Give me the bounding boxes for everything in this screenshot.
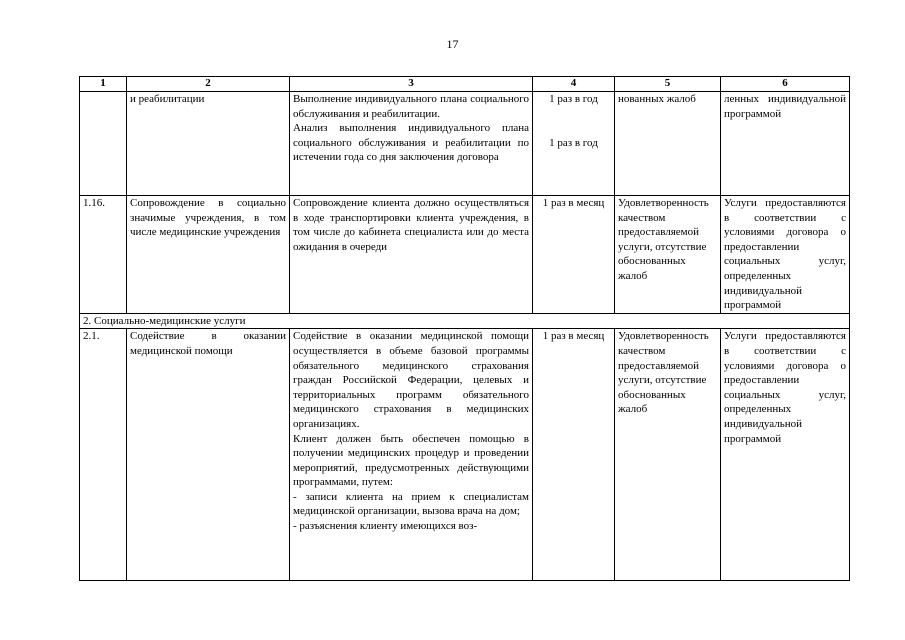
table-row bbox=[80, 196, 850, 314]
table-row bbox=[80, 92, 850, 196]
quality-indicator: нованных жалоб bbox=[615, 92, 721, 196]
row-number: 2.1. bbox=[80, 329, 127, 581]
content-paragraph: Клиент должен быть обеспечен помощью в получении медицинских процедур и проведении мероприятий, предусмотренных действующими программами, путем: bbox=[293, 432, 529, 489]
section-header-row bbox=[80, 313, 850, 329]
service-frequency bbox=[533, 92, 615, 196]
service-frequency: 1 раз в месяц bbox=[533, 196, 615, 314]
column-header: 2 bbox=[127, 77, 290, 92]
table-row bbox=[80, 329, 850, 581]
quality-indicator: Удовлетворенность качеством предоставляемой услуги, отсутствие обоснованных жалоб bbox=[615, 196, 721, 314]
service-conditions: Услуги предоставляются в соответствии с условиями договора о предоставлении социальных услуг, определенных индивидуальной программой bbox=[721, 329, 850, 581]
row-number bbox=[80, 92, 127, 196]
frequency-value: 1 раз в год bbox=[549, 136, 598, 149]
section-title: 2. Социально-медицинские услуги bbox=[80, 313, 850, 329]
column-header: 3 bbox=[290, 77, 533, 92]
row-number: 1.16. bbox=[80, 196, 127, 314]
table-header-row bbox=[80, 77, 850, 92]
column-header: 1 bbox=[80, 77, 127, 92]
column-header: 4 bbox=[533, 77, 615, 92]
column-header: 6 bbox=[721, 77, 850, 92]
content-paragraph: - разъяснения клиенту имеющихся воз- bbox=[293, 520, 478, 533]
service-frequency: 1 раз в месяц bbox=[533, 329, 615, 581]
frequency-value: 1 раз в год bbox=[549, 93, 598, 105]
content-paragraph: Анализ выполнения индивидуального плана социального обслуживания и реабилитации по истечении года со дня заключения договора bbox=[293, 122, 529, 164]
page-number: 17 bbox=[446, 37, 459, 51]
column-header: 5 bbox=[615, 77, 721, 92]
service-content bbox=[290, 329, 533, 581]
service-name: Сопровождение в социально значимые учреждения, в том числе медицинские учреждения bbox=[127, 196, 290, 314]
content-paragraph: - записи клиента на прием к специалистам медицинской организации, вызова врача на дом; bbox=[293, 490, 529, 518]
services-table bbox=[79, 76, 850, 581]
service-conditions: Услуги предоставляются в соответствии с условиями договора о предоставлении социальных услуг, определенных индивидуальной программой bbox=[721, 196, 850, 314]
quality-indicator: Удовлетворенность качеством предоставляемой услуги, отсутствие обоснованных жалоб bbox=[615, 329, 721, 581]
content-paragraph: Выполнение индивидуального плана социального обслуживания и реабилитации. bbox=[293, 93, 529, 120]
content-paragraph: Содействие в оказании медицинской помощи осуществляется в объеме базовой программы обязательного медицинского страхования граждан Российской Федерации, целевых и территориальных программ обязательного медицинского страхования в медицинских организациях. bbox=[293, 330, 529, 430]
service-content: Сопровождение клиента должно осуществляться в ходе транспортировки клиента учреждения, в том числе до кабинета специалиста или до места ожидания в очереди bbox=[290, 196, 533, 314]
service-conditions: ленных индивидуальной программой bbox=[721, 92, 850, 196]
service-name: и реабилитации bbox=[127, 92, 290, 196]
service-content bbox=[290, 92, 533, 196]
service-name: Содействие в оказании медицинской помощи bbox=[127, 329, 290, 581]
